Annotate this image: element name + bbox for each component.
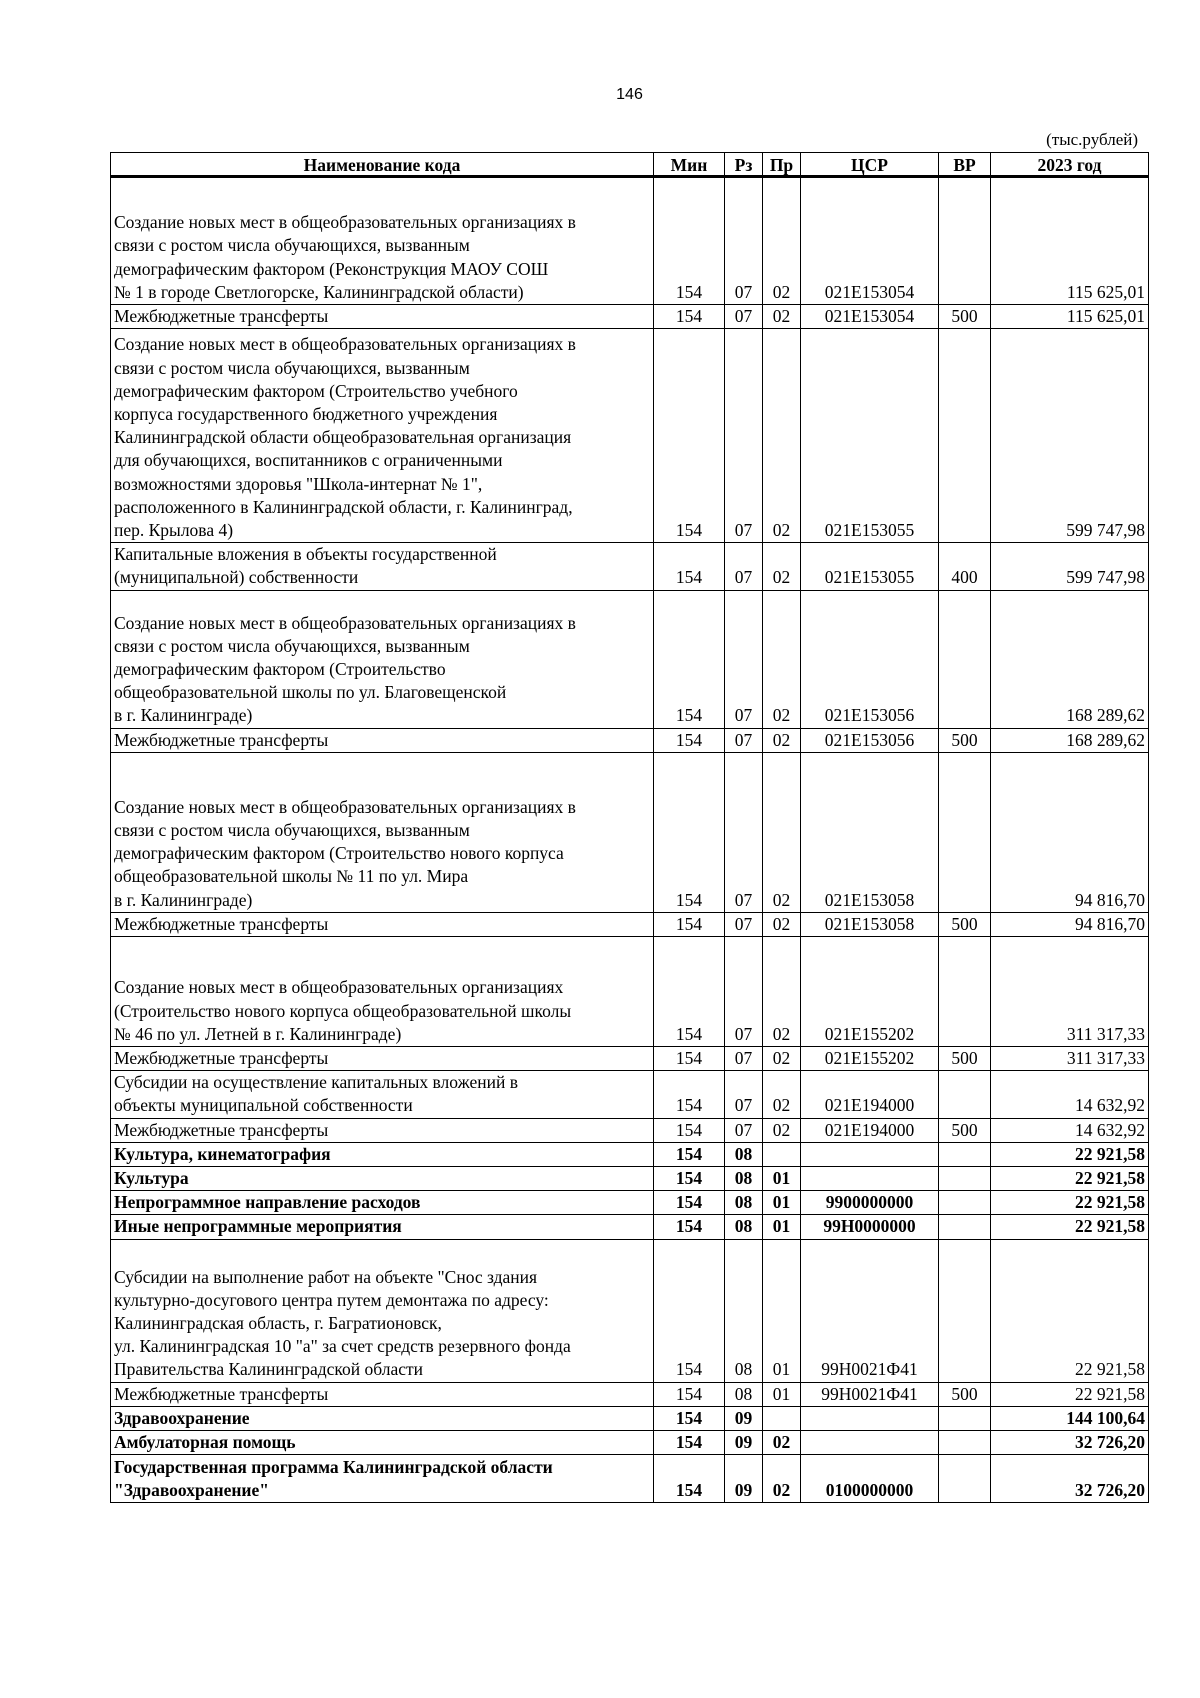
- header-name: Наименование кода: [111, 153, 654, 177]
- row-csr: [801, 1167, 939, 1191]
- page-number: 146: [616, 86, 643, 103]
- row-amount: 32 726,20: [991, 1455, 1149, 1503]
- table-row: [111, 329, 1149, 543]
- table-row: [111, 1239, 1149, 1382]
- table-row: [111, 1191, 1149, 1215]
- row-rz: 08: [725, 1191, 763, 1215]
- row-min: 154: [654, 590, 725, 728]
- table-row: [111, 1431, 1149, 1455]
- row-min: 154: [654, 329, 725, 543]
- row-rz: 07: [725, 728, 763, 752]
- row-amount: 311 317,33: [991, 1047, 1149, 1071]
- row-rz: 07: [725, 543, 763, 590]
- table-row: [111, 543, 1149, 590]
- row-vr: 400: [939, 543, 991, 590]
- row-name: Создание новых мест в общеобразовательных организациях (Строительство нового корпуса общеобразовательной школы № 46 по ул. Летней в г. Калининграде): [111, 937, 654, 1047]
- row-min: 154: [654, 1071, 725, 1118]
- row-pr: [763, 1142, 801, 1166]
- row-pr: 02: [763, 1071, 801, 1118]
- row-min: 154: [654, 1215, 725, 1239]
- row-min: 154: [654, 1455, 725, 1503]
- row-vr: [939, 329, 991, 543]
- row-pr: 02: [763, 177, 801, 305]
- row-rz: 09: [725, 1455, 763, 1503]
- row-csr: 99Н0021Ф41: [801, 1382, 939, 1406]
- header-year: 2023 год: [991, 153, 1149, 177]
- row-min: 154: [654, 937, 725, 1047]
- row-min: 154: [654, 1167, 725, 1191]
- row-amount: 22 921,58: [991, 1382, 1149, 1406]
- row-vr: [939, 1167, 991, 1191]
- row-vr: 500: [939, 912, 991, 936]
- row-min: 154: [654, 1142, 725, 1166]
- row-csr: 021E155202: [801, 1047, 939, 1071]
- row-pr: 02: [763, 1431, 801, 1455]
- row-min: 154: [654, 1191, 725, 1215]
- row-min: 154: [654, 1239, 725, 1382]
- row-name: Межбюджетные трансферты: [111, 1382, 654, 1406]
- row-vr: 500: [939, 1382, 991, 1406]
- row-name: Субсидии на выполнение работ на объекте "Снос здания культурно-досугового центра путем демонтажа по адресу: Калининградская область, г. Багратионовск, ул. Калининградская 10 "а" за счет средств резервного фонда Правительства Калининградской области: [111, 1239, 654, 1382]
- row-amount: 22 921,58: [991, 1191, 1149, 1215]
- row-name: Амбулаторная помощь: [111, 1431, 654, 1455]
- units-label: (тыс.рублей): [1046, 130, 1138, 149]
- row-name: Культура, кинематография: [111, 1142, 654, 1166]
- table-row: [111, 937, 1149, 1047]
- row-pr: 01: [763, 1167, 801, 1191]
- row-min: 154: [654, 1431, 725, 1455]
- row-min: 154: [654, 1406, 725, 1430]
- row-pr: 02: [763, 752, 801, 912]
- table-row: [111, 1455, 1149, 1503]
- row-min: 154: [654, 305, 725, 329]
- row-pr: 01: [763, 1215, 801, 1239]
- row-amount: 22 921,58: [991, 1167, 1149, 1191]
- table-row: [111, 728, 1149, 752]
- header-rz: Рз: [725, 153, 763, 177]
- table-row: [111, 752, 1149, 912]
- row-pr: 02: [763, 912, 801, 936]
- row-name: Иные непрограммные мероприятия: [111, 1215, 654, 1239]
- row-amount: 14 632,92: [991, 1071, 1149, 1118]
- row-csr: 021E153058: [801, 912, 939, 936]
- row-csr: [801, 1431, 939, 1455]
- row-amount: 32 726,20: [991, 1431, 1149, 1455]
- row-pr: 01: [763, 1239, 801, 1382]
- table-row: [111, 1406, 1149, 1430]
- row-pr: 02: [763, 937, 801, 1047]
- row-name: Государственная программа Калининградской области "Здравоохранение": [111, 1455, 654, 1503]
- row-amount: 94 816,70: [991, 912, 1149, 936]
- row-name: Межбюджетные трансферты: [111, 728, 654, 752]
- row-csr: 021E153058: [801, 752, 939, 912]
- row-amount: 94 816,70: [991, 752, 1149, 912]
- row-vr: [939, 1406, 991, 1430]
- row-amount: 115 625,01: [991, 177, 1149, 305]
- row-csr: [801, 1406, 939, 1430]
- budget-table: [110, 152, 1149, 1503]
- row-rz: 07: [725, 329, 763, 543]
- row-pr: 02: [763, 590, 801, 728]
- row-amount: 22 921,58: [991, 1215, 1149, 1239]
- header-pr: Пр: [763, 153, 801, 177]
- row-rz: 07: [725, 590, 763, 728]
- table-row: [111, 912, 1149, 936]
- row-pr: 02: [763, 305, 801, 329]
- row-vr: [939, 937, 991, 1047]
- table-header-row: [111, 153, 1149, 177]
- row-name: Межбюджетные трансферты: [111, 1118, 654, 1142]
- row-vr: [939, 1239, 991, 1382]
- row-name: Непрограммное направление расходов: [111, 1191, 654, 1215]
- row-min: 154: [654, 543, 725, 590]
- row-name: Создание новых мест в общеобразовательных организациях в связи с ростом числа обучающихся, вызванным демографическим фактором (Реконструкция МАОУ СОШ № 1 в городе Светлогорске, Калининградской области): [111, 177, 654, 305]
- row-name: Культура: [111, 1167, 654, 1191]
- row-vr: 500: [939, 305, 991, 329]
- table-row: [111, 1118, 1149, 1142]
- row-pr: 02: [763, 1455, 801, 1503]
- table-row: [111, 590, 1149, 728]
- table-row: [111, 1047, 1149, 1071]
- row-csr: 021E194000: [801, 1118, 939, 1142]
- row-vr: [939, 1215, 991, 1239]
- row-vr: [939, 752, 991, 912]
- row-name: Межбюджетные трансферты: [111, 1047, 654, 1071]
- row-pr: 02: [763, 329, 801, 543]
- row-rz: 08: [725, 1239, 763, 1382]
- row-rz: 07: [725, 912, 763, 936]
- row-vr: [939, 590, 991, 728]
- row-amount: 22 921,58: [991, 1239, 1149, 1382]
- row-rz: 08: [725, 1167, 763, 1191]
- table-row: [111, 1071, 1149, 1118]
- row-csr: 9900000000: [801, 1191, 939, 1215]
- header-min: Мин: [654, 153, 725, 177]
- row-min: 154: [654, 728, 725, 752]
- row-min: 154: [654, 912, 725, 936]
- row-csr: 021E155202: [801, 937, 939, 1047]
- row-csr: 021E153054: [801, 305, 939, 329]
- row-csr: 021E153054: [801, 177, 939, 305]
- row-rz: 07: [725, 752, 763, 912]
- row-name: Здравоохранение: [111, 1406, 654, 1430]
- row-amount: 22 921,58: [991, 1142, 1149, 1166]
- table-row: [111, 305, 1149, 329]
- row-csr: 021E153055: [801, 543, 939, 590]
- row-rz: 07: [725, 1118, 763, 1142]
- row-vr: [939, 1431, 991, 1455]
- row-amount: 14 632,92: [991, 1118, 1149, 1142]
- row-min: 154: [654, 177, 725, 305]
- row-csr: 021E153056: [801, 728, 939, 752]
- row-rz: 07: [725, 1047, 763, 1071]
- row-rz: 08: [725, 1215, 763, 1239]
- row-rz: 07: [725, 937, 763, 1047]
- table-row: [111, 177, 1149, 305]
- row-vr: 500: [939, 728, 991, 752]
- row-csr: 0100000000: [801, 1455, 939, 1503]
- row-pr: 01: [763, 1191, 801, 1215]
- row-csr: 99Н0021Ф41: [801, 1239, 939, 1382]
- row-name: Создание новых мест в общеобразовательных организациях в связи с ростом числа обучающихся, вызванным демографическим фактором (Строительство общеобразовательной школы по ул. Благовещенской в г. Калининграде): [111, 590, 654, 728]
- row-rz: 08: [725, 1382, 763, 1406]
- row-csr: 99Н0000000: [801, 1215, 939, 1239]
- row-rz: 07: [725, 177, 763, 305]
- row-csr: 021E153056: [801, 590, 939, 728]
- row-pr: 01: [763, 1382, 801, 1406]
- row-csr: 021E194000: [801, 1071, 939, 1118]
- row-name: Межбюджетные трансферты: [111, 305, 654, 329]
- table-row: [111, 1142, 1149, 1166]
- row-amount: 599 747,98: [991, 329, 1149, 543]
- row-amount: 168 289,62: [991, 728, 1149, 752]
- row-amount: 311 317,33: [991, 937, 1149, 1047]
- table-row: [111, 1382, 1149, 1406]
- row-amount: 144 100,64: [991, 1406, 1149, 1430]
- row-vr: 500: [939, 1047, 991, 1071]
- row-amount: 115 625,01: [991, 305, 1149, 329]
- row-rz: 07: [725, 305, 763, 329]
- row-vr: [939, 177, 991, 305]
- row-min: 154: [654, 1047, 725, 1071]
- table-row: [111, 1167, 1149, 1191]
- row-pr: 02: [763, 728, 801, 752]
- row-pr: 02: [763, 1118, 801, 1142]
- row-pr: 02: [763, 1047, 801, 1071]
- row-rz: 09: [725, 1431, 763, 1455]
- row-min: 154: [654, 752, 725, 912]
- row-name: Межбюджетные трансферты: [111, 912, 654, 936]
- row-pr: 02: [763, 543, 801, 590]
- row-vr: [939, 1191, 991, 1215]
- row-csr: [801, 1142, 939, 1166]
- row-pr: [763, 1406, 801, 1430]
- row-min: 154: [654, 1118, 725, 1142]
- row-amount: 168 289,62: [991, 590, 1149, 728]
- row-name: Создание новых мест в общеобразовательных организациях в связи с ростом числа обучающихся, вызванным демографическим фактором (Строительство учебного корпуса государственного бюджетного учреждения Калининградской области общеобразовательная организация для обучающихся, воспитанников с ограниченными возможностями здоровья "Школа-интернат № 1", расположенного в Калининградской области, г. Калининград, пер. Крылова 4): [111, 329, 654, 543]
- row-name: Создание новых мест в общеобразовательных организациях в связи с ростом числа обучающихся, вызванным демографическим фактором (Строительство нового корпуса общеобразовательной школы № 11 по ул. Мира в г. Калининграде): [111, 752, 654, 912]
- row-name: Капитальные вложения в объекты государственной (муниципальной) собственности: [111, 543, 654, 590]
- row-vr: [939, 1142, 991, 1166]
- row-rz: 09: [725, 1406, 763, 1430]
- row-name: Субсидии на осуществление капитальных вложений в объекты муниципальной собственности: [111, 1071, 654, 1118]
- row-vr: [939, 1071, 991, 1118]
- row-vr: [939, 1455, 991, 1503]
- row-min: 154: [654, 1382, 725, 1406]
- header-vr: ВР: [939, 153, 991, 177]
- row-rz: 08: [725, 1142, 763, 1166]
- row-rz: 07: [725, 1071, 763, 1118]
- table-body: [111, 177, 1149, 1503]
- header-csr: ЦСР: [801, 153, 939, 177]
- row-amount: 599 747,98: [991, 543, 1149, 590]
- table-row: [111, 1215, 1149, 1239]
- row-vr: 500: [939, 1118, 991, 1142]
- row-csr: 021E153055: [801, 329, 939, 543]
